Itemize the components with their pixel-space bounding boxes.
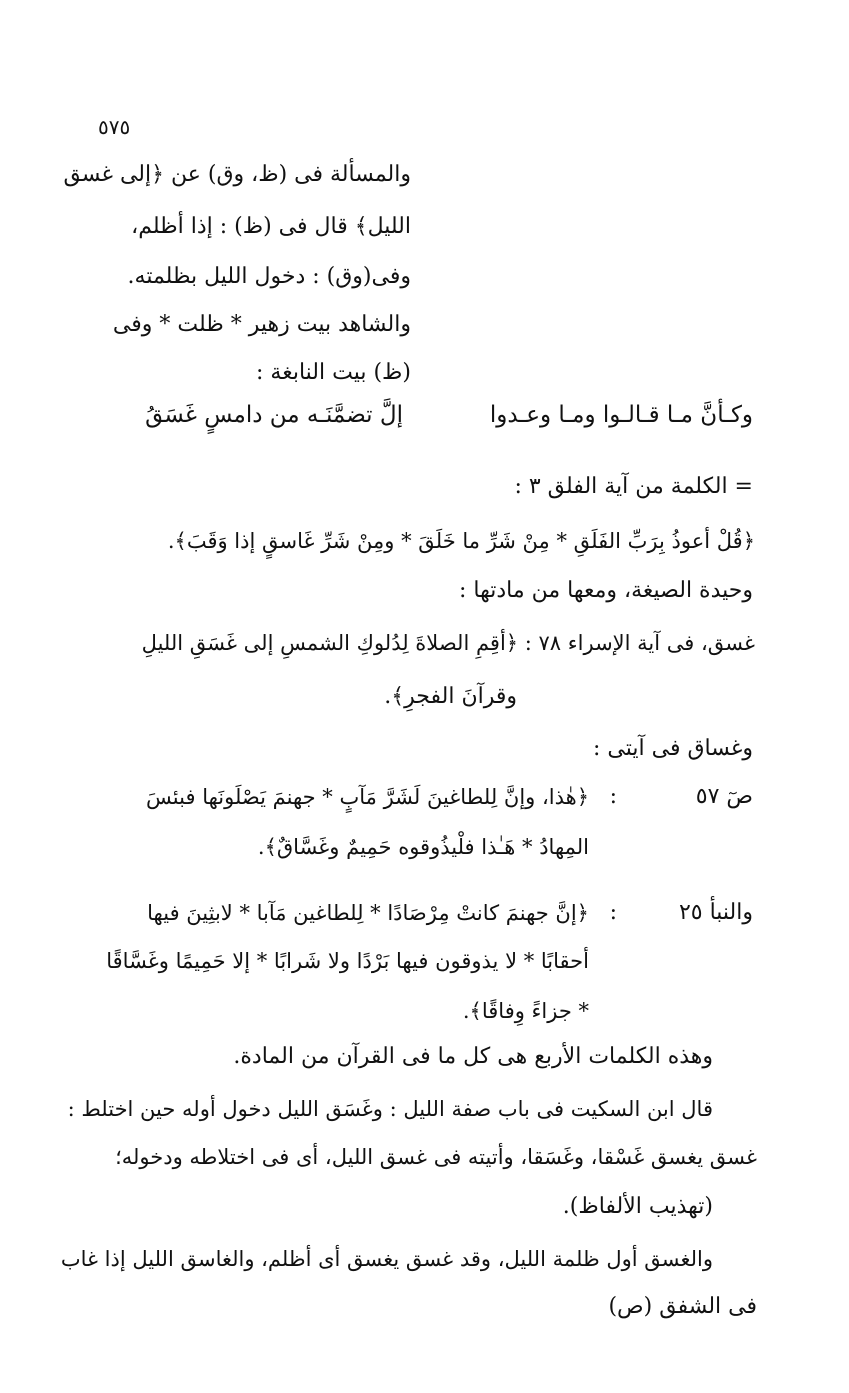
naba-verse: * جزاءً وِفاقًا﴾. <box>462 999 589 1023</box>
naba-separator: : <box>609 900 617 925</box>
page-number: ٥٧٥ <box>98 115 131 139</box>
sad-separator: : <box>609 784 617 809</box>
isra-line: غسق، فى آية الإسراء ٧٨ : ﴿أقِمِ الصلاةَ لِدُلوكِ الشمسِ إلى غَسَقِ الليلِ <box>141 631 755 655</box>
sad-verse: المِهادُ * هَـٰذا فلْيذُوقوه حَمِيمٌ وغَسَّاقٌ﴾. <box>257 835 589 859</box>
unique-form-line: وحيدة الصيغة، ومعها من مادتها : <box>458 578 753 603</box>
four-words-line: وهذه الكلمات الأربع هى كل ما فى القرآن من المادة. <box>233 1044 713 1069</box>
sad-ref: صٓ ٥٧ <box>695 784 753 809</box>
sad-verse: ﴿هٰذا، وإنَّ لِلطاغينَ لَشَرَّ مَآبٍ * جهنمَ يَصْلَونَها فبئسَ <box>146 785 589 809</box>
poem-hemistich-right: وكـأنَّ مـا قـالـوا ومـا وعـدوا <box>489 402 753 428</box>
ghasaq-definition-line: فى الشفق (ص) <box>608 1294 757 1319</box>
ibn-sikkit-line: (تهذيب الألفاظ). <box>562 1194 713 1219</box>
note-line: والشاهد بيت زهير * ظلت * وفى <box>112 312 411 337</box>
ghasaq-definition-line: والغسق أول ظلمة الليل، وقد غسق يغسق أى أظلم، والغاسق الليل إذا غاب <box>60 1247 713 1271</box>
isra-line: وقرآنَ الفجرِ﴾. <box>384 684 517 709</box>
ibn-sikkit-line: غسق يغسق غَسْقا، وغَسَقا، وأتيته فى غسق الليل، أى فى اختلاطه ودخوله؛ <box>115 1145 757 1169</box>
note-line: وفى(وق) : دخول الليل بظلمته. <box>127 264 411 289</box>
note-line: والمسألة فى (ظ، وق) عن ﴿إلى غسق <box>63 162 411 187</box>
falaq-intro: = الكلمة من آية الفلق ٣ : <box>514 474 753 499</box>
naba-verse: ﴿إنَّ جهنمَ كانتْ مِرْصَادًا * لِلطاغين مَآبا * لابثِينَ فيها <box>147 901 589 925</box>
ghassaq-intro: وغساق فى آيتى : <box>593 736 753 761</box>
naba-ref: والنبأ ٢٥ <box>678 900 753 925</box>
naba-verse: أحقابًا * لا يذوقون فيها بَرْدًا ولا شَرابًا * إلا حَمِيمًا وغَسَّاقًا <box>106 949 589 973</box>
poem-hemistich-left: إلَّ تضمَّنَـه من دامسٍ غَسَقُ <box>145 402 403 428</box>
ibn-sikkit-line: قال ابن السكيت فى باب صفة الليل : وغَسَق الليل دخول أوله حين اختلط : <box>67 1097 713 1121</box>
falaq-verse: ﴿قُلْ أعوذُ بِرَبِّ الفَلَقِ * مِنْ شَرِّ ما خَلَقَ * ومِنْ شَرِّ غَاسقٍ إذا وَقَبَ﴾. <box>167 529 755 553</box>
note-line: الليل﴾ قال فى (ظ) : إذا أظلم، <box>131 214 411 239</box>
note-line: (ظ) بيت النابغة : <box>256 360 411 385</box>
